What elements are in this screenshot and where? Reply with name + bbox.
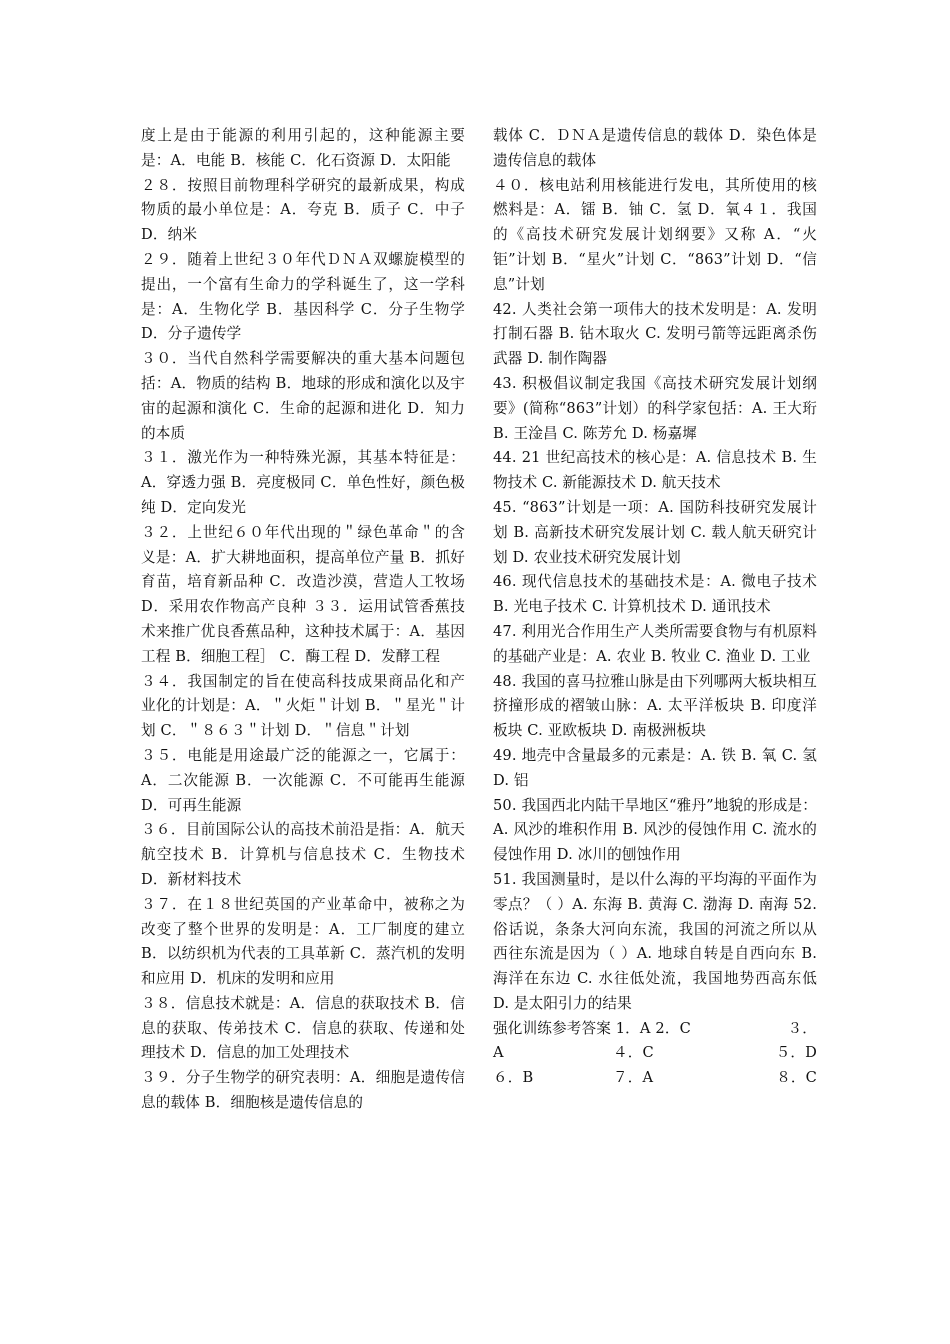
question-44: 44. 21 世纪高技术的核心是：A. 信息技术 B. 生物技术 C. 新能源技术 D. 航天技术 (493, 449, 817, 492)
question-30: ３０．当代自然科学需要解决的重大基本问题包括：A．物质的结构 B．地球的形成和演化以及宇宙的起源和演化 C．生命的起源和进化 D．知力的本质 (141, 350, 465, 442)
answer-key-heading: 强化训练参考答案 1．A 2．C (493, 1019, 691, 1037)
question-34: ３４．我国制定的旨在使高科技成果商品化和产业化的计划是：A．＂火炬＂计划 B．＂星光＂计划 C．＂８６３＂计划 D．＂信息＂计划 (141, 672, 465, 740)
answer-item: ５．D (775, 1044, 817, 1062)
question-47: 47. 利用光合作用生产人类所需要食物与有机原料的基础产业是：A. 农业 B. 牧业 C. 渔业 D. 工业 (493, 622, 817, 665)
question-49: 49. 地壳中含量最多的元素是：A. 铁 B. 氧 C. 氢 D. 铝 (493, 746, 817, 789)
question-51-52: 51. 我国测量时，是以什么海的平均海的平面作为零点？（ ）A. 东海 B. 黄海 C. 渤海 D. 南海 52. 俗话说，条条大河向东流，我国的河流之所以从西往东流是因为（ ）A. 地球自转是自西向东 B. 海洋在东边 C. 水往低处流，我国地势西高东低 D. 是太阳引力的结果 (493, 870, 817, 1012)
answer-key (493, 1017, 817, 1091)
question-39: ３９．分子生物学的研究表明：A．细胞是遗传信息的载体 B．细胞核是遗传信息的 (141, 1069, 465, 1112)
answer-item: ６．B (493, 1069, 534, 1087)
question-38: ３８．信息技术就是：A．信息的获取技术 B．信息的获取、传弟技术 C．信息的获取、传递和处理技术 D．信息的加工处理技术 (141, 994, 465, 1062)
question-paragraph: 度上是由于能源的利用引起的，这种能源主要是：A．电能 B．核能 C．化石资源 D．太阳能 (141, 127, 465, 169)
question-40-41: ４０．核电站利用核能进行发电，其所使用的核燃料是：A．镭 B．铀 C．氢 D．氧４１．我国的《高技术研究发展计划纲要》又称 A．“火钜”计划 B．“星火”计划 C．“863”计划 D．“信息”计划 (493, 176, 817, 293)
answer-item: ７．A (613, 1069, 654, 1087)
question-50: 50. 我国西北内陆干旱地区“雅丹”地貌的形成是：A. 风沙的堆积作用 B. 风沙的侵蚀作用 C. 流水的侵蚀作用 D. 冰川的刨蚀作用 (493, 796, 817, 864)
question-43: 43. 积极倡议制定我国《高技术研究发展计划纲要》(简称“863”计划）的科学家包括：A. 王大珩 B. 王淦昌 C. 陈芳允 D. 杨嘉墀 (493, 374, 817, 442)
answer-item: A (493, 1044, 504, 1062)
question-28: ２８．按照目前物理科学研究的最新成果，构成物质的最小单位是：A．夸克 B．质子 C．中子 D．纳米 (141, 176, 465, 244)
question-31: ３１．激光作为一种特殊光源，其基本特征是：A．穿透力强 B．亮度极同 C．单色性好，颜色极纯 D．定向发光 (141, 449, 465, 516)
answer-row (493, 1066, 817, 1091)
question-48: 48. 我国的喜马拉雅山脉是由下列哪两大板块相互挤撞形成的褶皱山脉：A. 太平洋板块 B. 印度洋板块 C. 亚欧板块 D. 南极洲板块 (493, 672, 817, 740)
question-39-cont: 载体 C．ＤＮＡ是遗传信息的载体 D．染色体是遗传信息的载体 (493, 127, 817, 169)
question-32-33: ３２．上世纪６０年代出现的＂绿色革命＂的含义是：A．扩大耕地面积，提高单位产量 B．抓好育苗，培育新品种 C．改造沙漠，营造人工牧场 D．采用农作物高产良种 ３３．运用试管香蕉技术来推广优良香蕉品种，这种技术属于：A．基因工程 B．细胞工程］ C．酶工程 D．发酵工程 (141, 523, 465, 665)
right-column (493, 124, 817, 1091)
left-column (141, 124, 465, 1116)
question-35: ３５．电能是用途最广泛的能源之一，它属于：A．二次能源 B．一次能源 C．不可能再生能源 D．可再生能源 (141, 746, 465, 814)
answer-item: ８．C (776, 1069, 817, 1087)
question-46: 46. 现代信息技术的基础技术是：A. 微电子技术 B. 光电子技术 C. 计算机技术 D. 通讯技术 (493, 573, 817, 616)
question-29: ２９．随着上世纪３０年代ＤＮＡ双螺旋模型的提出，一个富有生命力的学科诞生了，这一学科是：A．生物化学 B．基因科学 C．分子生物学 D．分子遗传学 (141, 250, 465, 343)
answer-item: ４．C (613, 1044, 654, 1062)
question-36: ３６．目前国际公认的高技术前沿是指：A．航天航空技术 B．计算机与信息技术 C．生物技术 D．新材料技术 (141, 821, 465, 888)
question-42: 42. 人类社会第一项伟大的技术发明是：A. 发明打制石器 B. 钻木取火 C. 发明弓箭等远距离杀伤武器 D. 制作陶器 (493, 300, 817, 368)
answer-key-heading-row (493, 1017, 817, 1042)
answer-row (493, 1041, 817, 1066)
question-45: 45. “863”计划是一项：A. 国防科技研究发展计划 B. 高新技术研究发展计划 C. 载人航天研究计划 D. 农业技术研究发展计划 (493, 498, 817, 566)
answer-key-trailing-number: ３． (787, 1019, 817, 1037)
question-37: ３７．在１８世纪英国的产业革命中，被称之为改变了整个世界的发明是：A．工厂制度的建立 B．以纺织机为代表的工具革新 C．蒸汽机的发明和应用 D．机床的发明和应用 (141, 895, 465, 988)
